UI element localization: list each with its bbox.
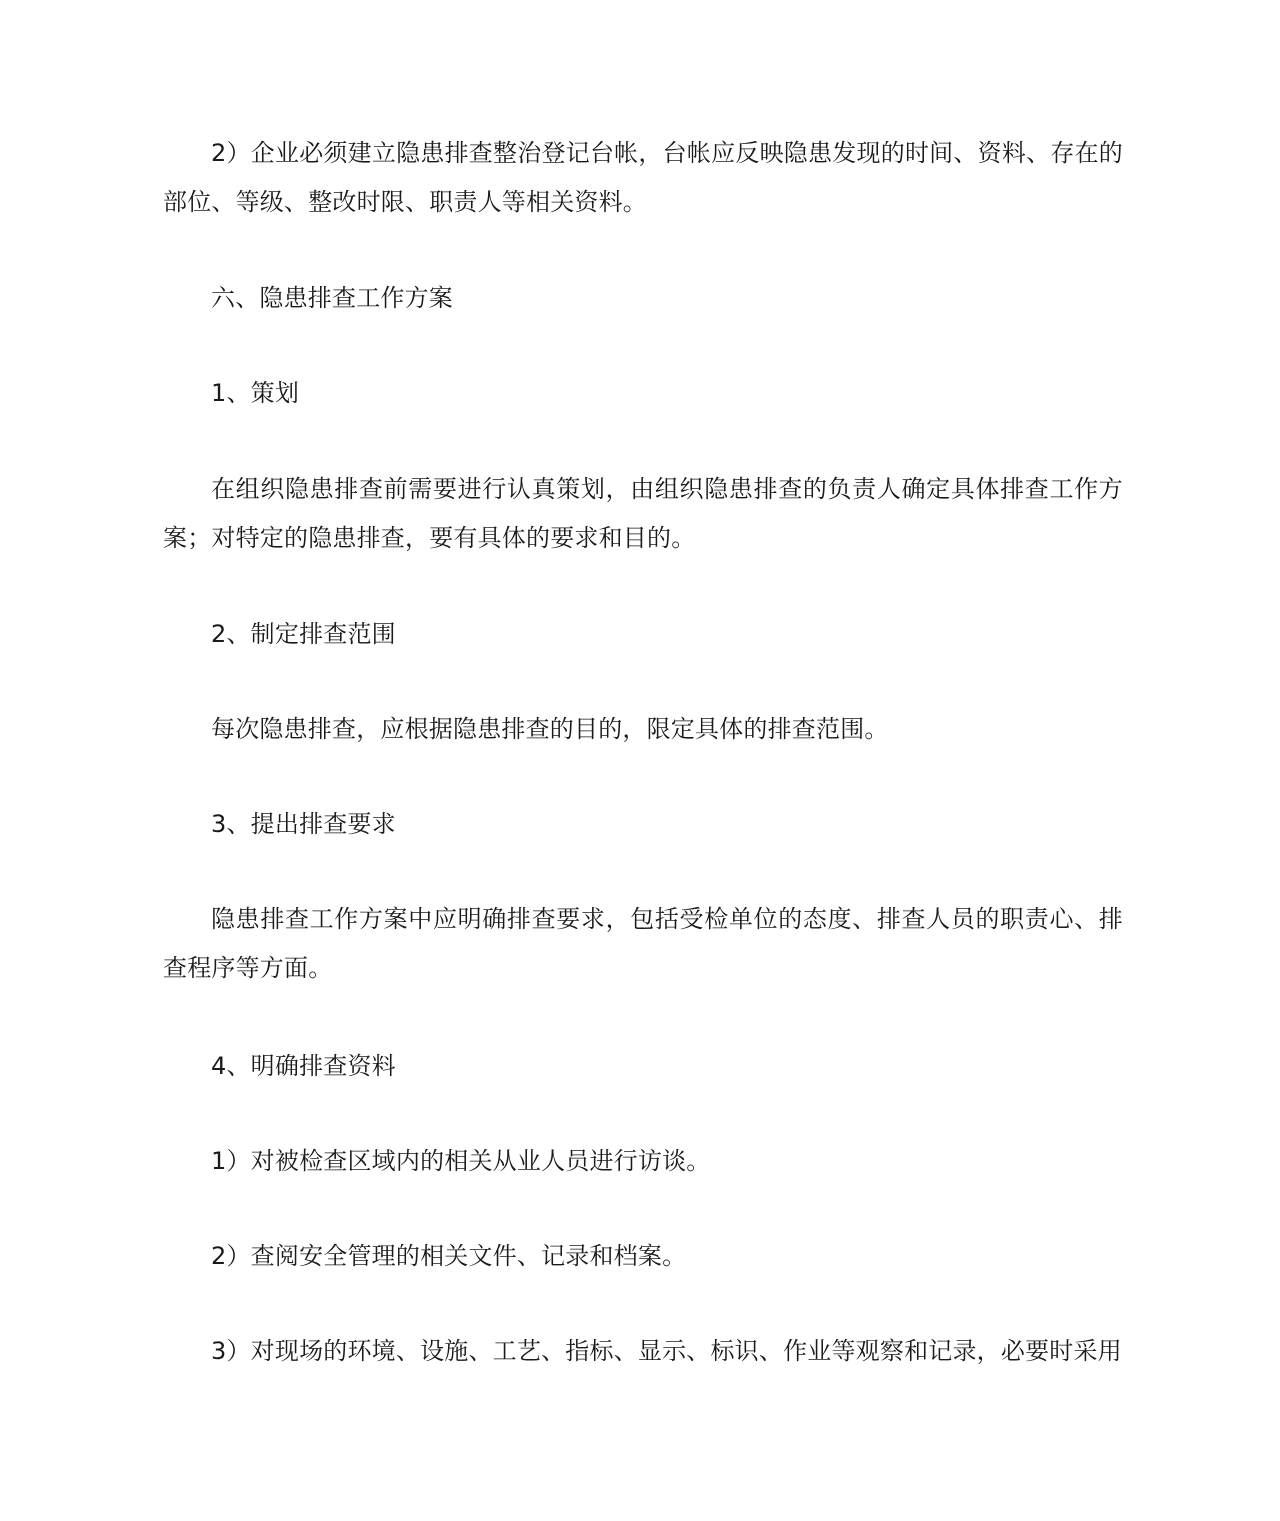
paragraph-scope: 每次隐患排查，应根据隐患排查的目的，限定具体的排查范围。 <box>211 715 889 743</box>
subheading-requirements: 3、提出排查要求 <box>211 810 396 838</box>
list-item-interviews: 1）对被检查区域内的相关从业人员进行访谈。 <box>211 1147 711 1175</box>
subheading-scope: 2、制定排查范围 <box>211 620 396 648</box>
subheading-materials: 4、明确排查资料 <box>211 1052 396 1080</box>
paragraph-ledger-requirement: 2）企业必须建立隐患排查整治登记台帐，台帐应反映隐患发现的时间、资料、存在的部位、等级、整改时限、职责人等相关资料。 <box>163 139 1123 216</box>
list-item-documents: 2）查阅安全管理的相关文件、记录和档案。 <box>211 1242 687 1270</box>
list-item-site-observation: 3）对现场的环境、设施、工艺、指标、显示、标识、作业等观察和记录，必要时采用 <box>211 1337 1122 1365</box>
subheading-planning: 1、策划 <box>211 379 300 407</box>
paragraph-requirements: 隐患排查工作方案中应明确排查要求，包括受检单位的态度、排查人员的职责心、排查程序等方面。 <box>163 905 1123 982</box>
paragraph-planning: 在组织隐患排查前需要进行认真策划，由组织隐患排查的负责人确定具体排查工作方案；对特定的隐患排查，要有具体的要求和目的。 <box>163 475 1123 552</box>
section-heading-work-plan: 六、隐患排查工作方案 <box>211 284 453 312</box>
